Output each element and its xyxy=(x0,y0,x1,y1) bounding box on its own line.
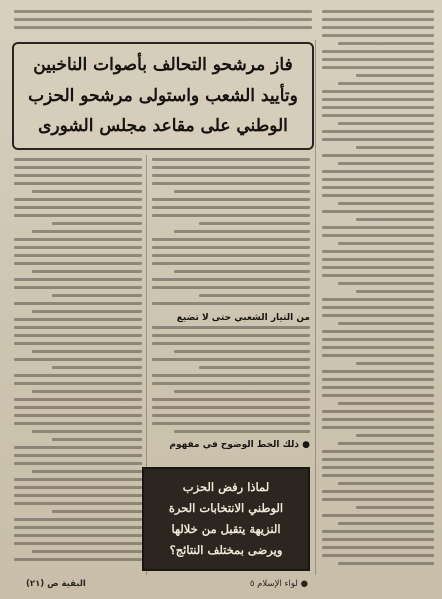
text-line xyxy=(152,398,310,401)
text-line xyxy=(322,554,434,557)
column-rule xyxy=(315,40,316,575)
text-line xyxy=(152,182,310,185)
text-line xyxy=(14,326,142,329)
text-line xyxy=(322,266,434,269)
text-line xyxy=(152,286,310,289)
text-line xyxy=(322,106,434,109)
text-line xyxy=(322,186,434,189)
text-line xyxy=(14,158,142,161)
text-line xyxy=(199,294,310,297)
text-line xyxy=(14,206,142,209)
text-line xyxy=(322,330,434,333)
text-line xyxy=(322,178,434,181)
text-line xyxy=(152,158,310,161)
text-line xyxy=(322,226,434,229)
text-line xyxy=(14,342,142,345)
text-line xyxy=(174,230,310,233)
article-column-right xyxy=(322,10,434,570)
text-line xyxy=(338,202,434,205)
text-line xyxy=(14,262,142,265)
text-line xyxy=(322,26,434,29)
text-line xyxy=(152,214,310,217)
text-line xyxy=(14,398,142,401)
text-line xyxy=(356,74,434,77)
text-line xyxy=(152,342,310,345)
text-line xyxy=(14,534,142,537)
text-line xyxy=(14,286,142,289)
article-column-middle xyxy=(152,158,310,458)
text-line xyxy=(322,466,434,469)
text-line xyxy=(14,462,142,465)
text-line xyxy=(152,422,310,425)
page-reference: ● لواء الإسلام ٥ xyxy=(249,579,308,589)
text-line xyxy=(14,278,142,281)
article-column-left xyxy=(14,158,142,570)
text-line xyxy=(338,522,434,525)
text-line xyxy=(152,166,310,169)
text-line xyxy=(152,238,310,241)
text-line xyxy=(356,362,434,365)
text-line xyxy=(322,306,434,309)
headline-line-3: الوطني على مقاعد مجلس الشورى xyxy=(38,116,288,137)
text-line xyxy=(14,10,312,13)
text-line xyxy=(338,42,434,45)
text-line xyxy=(356,146,434,149)
text-line xyxy=(322,210,434,213)
text-line xyxy=(152,374,310,377)
text-line xyxy=(14,518,142,521)
text-line xyxy=(356,506,434,509)
text-line xyxy=(14,414,142,417)
text-line xyxy=(174,390,310,393)
text-line xyxy=(152,254,310,257)
text-line xyxy=(32,190,142,193)
text-line xyxy=(14,302,142,305)
text-line xyxy=(14,182,142,185)
text-line xyxy=(174,190,310,193)
text-line xyxy=(52,438,142,441)
text-line xyxy=(322,410,434,413)
text-line xyxy=(152,174,310,177)
text-line xyxy=(14,26,312,29)
text-line xyxy=(322,274,434,277)
article-column-top xyxy=(14,10,312,36)
text-line xyxy=(152,198,310,201)
text-line xyxy=(322,250,434,253)
text-line xyxy=(338,282,434,285)
text-line xyxy=(338,442,434,445)
text-line xyxy=(322,154,434,157)
text-line xyxy=(322,90,434,93)
text-line xyxy=(152,406,310,409)
text-line xyxy=(356,290,434,293)
headline-line-2: وتأييد الشعب واستولى مرشحو الحزب xyxy=(28,85,298,106)
text-line xyxy=(14,526,142,529)
text-line xyxy=(14,334,142,337)
text-line xyxy=(322,394,434,397)
text-line xyxy=(152,358,310,361)
text-line xyxy=(32,270,142,273)
text-line xyxy=(322,418,434,421)
text-line xyxy=(14,18,312,21)
text-line xyxy=(322,514,434,517)
text-line xyxy=(322,98,434,101)
text-line xyxy=(152,246,310,249)
text-line xyxy=(14,214,142,217)
text-line xyxy=(52,222,142,225)
inset-line-4: ويرضى بمختلف النتائج؟ xyxy=(169,543,283,558)
text-line xyxy=(14,318,142,321)
text-line xyxy=(322,298,434,301)
text-line xyxy=(32,230,142,233)
text-line xyxy=(338,82,434,85)
text-line xyxy=(322,538,434,541)
text-line xyxy=(338,482,434,485)
text-line xyxy=(322,370,434,373)
text-line xyxy=(32,390,142,393)
text-line xyxy=(174,270,310,273)
text-line xyxy=(174,350,310,353)
continued-note: البقية ص (٢١) xyxy=(26,579,86,589)
headline-line-1: فاز مرشحو التحالف بأصوات الناخبين xyxy=(33,55,293,76)
text-line xyxy=(14,446,142,449)
page-footer xyxy=(18,578,428,592)
text-line xyxy=(14,406,142,409)
text-line xyxy=(174,430,310,433)
text-line xyxy=(322,458,434,461)
text-line xyxy=(32,430,142,433)
text-line xyxy=(14,166,142,169)
text-line xyxy=(14,382,142,385)
text-line xyxy=(322,354,434,357)
text-line xyxy=(152,414,310,417)
text-line xyxy=(322,490,434,493)
text-line xyxy=(32,350,142,353)
text-line xyxy=(14,246,142,249)
text-line xyxy=(322,378,434,381)
text-line xyxy=(322,234,434,237)
text-line xyxy=(322,18,434,21)
text-line xyxy=(52,366,142,369)
text-line xyxy=(322,474,434,477)
text-line xyxy=(322,130,434,133)
text-line xyxy=(32,310,142,313)
subhead-1: من التيار الشعبي حتى لا تضيع xyxy=(176,313,310,323)
text-line xyxy=(322,546,434,549)
text-line xyxy=(152,278,310,281)
text-line xyxy=(338,122,434,125)
text-line xyxy=(338,562,434,565)
text-line xyxy=(14,558,142,561)
text-line xyxy=(322,58,434,61)
text-line xyxy=(152,326,310,329)
inset-line-2: الوطني الانتخابات الحرة xyxy=(168,501,284,516)
text-line xyxy=(322,138,434,141)
text-line xyxy=(52,294,142,297)
text-line xyxy=(14,486,142,489)
text-line xyxy=(14,542,142,545)
text-line xyxy=(322,66,434,69)
text-line xyxy=(152,206,310,209)
text-line xyxy=(32,470,142,473)
text-line xyxy=(322,498,434,501)
text-line xyxy=(322,10,434,13)
text-line xyxy=(14,478,142,481)
text-line xyxy=(322,170,434,173)
inset-line-3: النزيهة يتقبل من خلالها xyxy=(171,522,281,537)
text-line xyxy=(14,198,142,201)
text-line xyxy=(322,426,434,429)
text-line xyxy=(14,238,142,241)
text-line xyxy=(14,502,142,505)
text-line xyxy=(14,374,142,377)
text-line xyxy=(322,346,434,349)
text-line xyxy=(338,322,434,325)
text-line xyxy=(322,530,434,533)
subhead-2: ● ذلك الخط الوضوح في مفهوم xyxy=(169,440,310,450)
text-line xyxy=(322,338,434,341)
text-line xyxy=(322,34,434,37)
text-line xyxy=(14,454,142,457)
text-line xyxy=(322,258,434,261)
text-line xyxy=(322,314,434,317)
text-line xyxy=(14,494,142,497)
text-line xyxy=(152,382,310,385)
text-line xyxy=(152,334,310,337)
text-line xyxy=(322,450,434,453)
text-line xyxy=(32,550,142,553)
inset-line-1: لماذا رفض الحزب xyxy=(182,480,270,495)
text-line xyxy=(338,402,434,405)
text-line xyxy=(322,114,434,117)
text-line xyxy=(14,422,142,425)
text-line xyxy=(14,358,142,361)
inset-box xyxy=(142,467,310,571)
text-line xyxy=(322,50,434,53)
text-line xyxy=(52,510,142,513)
text-line xyxy=(199,366,310,369)
text-line xyxy=(152,302,310,305)
text-line xyxy=(199,222,310,225)
text-line xyxy=(338,162,434,165)
text-line xyxy=(338,242,434,245)
text-line xyxy=(356,218,434,221)
text-line xyxy=(14,254,142,257)
text-line xyxy=(322,194,434,197)
text-line xyxy=(322,386,434,389)
text-line xyxy=(152,262,310,265)
text-line xyxy=(356,434,434,437)
headline-box xyxy=(12,42,314,150)
text-line xyxy=(14,174,142,177)
